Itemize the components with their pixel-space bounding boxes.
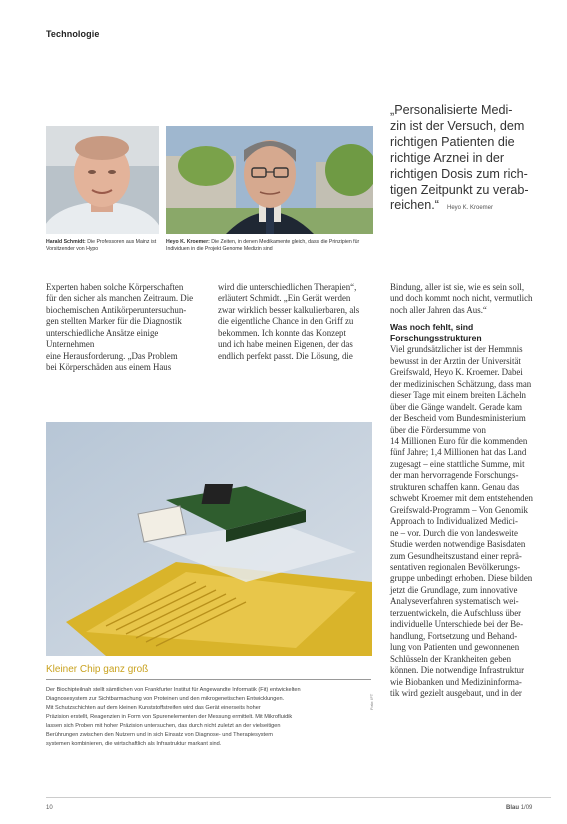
text-line: wie Biobanken und Medizininforma- [390, 676, 522, 687]
desc-line: Präzision erstellt, Reagenzien in Form von Spurenelementen der Messung ermittelt. Mit Mikrofluidik [46, 714, 293, 720]
text-line: schwebt Kroemer mit dem entstehenden [390, 493, 533, 504]
text-line: sentativen regionalen Bevölkerungs- [390, 561, 521, 572]
text-line: die eigentliche Chance in den Griff zu [218, 316, 354, 327]
text-line: Approach to Individualized Medici- [390, 516, 518, 527]
portrait-kroemer-image [166, 126, 373, 234]
text-line: der Bescheid vom Bundesministerium [390, 413, 526, 424]
text-line: bekommen. Ich konnte das Konzept [218, 327, 346, 338]
text-line: terzuentwickeln, die Aufschluss über [390, 607, 522, 618]
text-line: und ich habe meinen Eigenen, der das [218, 339, 353, 350]
quote-line: richtigen Dosis zum rich- [390, 166, 528, 181]
pull-quote [390, 103, 548, 217]
text-line: fünf Jahre; 1,4 Millionen hat das Land [390, 447, 527, 458]
text-line: noch aller Jahren das Aus.“ [390, 304, 487, 315]
text-line: jetzt die Grundlage, zum innovative [390, 584, 518, 595]
quote-line: richtigen Patienten die [390, 134, 515, 149]
text-line: lung von Patienten und gewonnenen [390, 642, 520, 653]
text-line: gruppe unbedingt erhoben. Diese bilden [390, 573, 533, 584]
text-line: Greifswald-Programm – Von Genomik [390, 504, 528, 515]
quote-line: tigen Zeitpunkt zu verab- [390, 182, 529, 197]
text-line: Studie werden notwendige Basisdaten [390, 539, 526, 550]
section-label: Technologie [46, 29, 100, 39]
desc-line: systemen kombinieren, die wirtschaftlich als Infrastruktur markant sind. [46, 741, 222, 747]
text-line: und doch kommt noch nicht, vermutlich [390, 293, 533, 304]
desc-line: Der Biochipteilnah stellt sämtlichen von Frankfurter Institut für Angewandte Informatik (Fit) entwickelten [46, 687, 301, 693]
text-line: erläutert Schmidt. „Ein Gerät werden [218, 293, 351, 304]
desc-line: Diagnosesystem zur Sichtbarmachung von Proteinen und den mikrogenetischen Entwicklungen. [46, 696, 285, 702]
text-line: Experten haben solche Körperschaften [46, 282, 184, 292]
portrait-photo-schmidt [46, 126, 159, 234]
caption-divider [46, 679, 371, 680]
magazine-name: Blau [506, 805, 520, 811]
chip-description [46, 686, 366, 749]
text-line: endlich perfekt passt. Die Lösung, die [218, 350, 353, 361]
photo-caption-right [166, 239, 376, 254]
text-line: strukturen schaffen kann. Genau das [390, 481, 520, 492]
text-line: der man hervorragende Forschungs- [390, 470, 519, 481]
text-line: Analyseverfahren systematisch wei- [390, 596, 519, 607]
subhead: Was noch fehlt, sind Forschungsstrukturen [390, 322, 482, 344]
issue-number: 1/09 [520, 805, 533, 811]
text-line: über die Fördersumme von [390, 424, 486, 435]
desc-line: lassen sich Proben mit hoher Präzision untersuchen, das durch nicht zuletzt an der vielseitigen [46, 723, 281, 729]
text-line: zugesagt – eine stattliche Summe, mit [390, 458, 525, 469]
photo-caption-left [46, 239, 161, 254]
body-column-3 [390, 282, 550, 699]
text-line: Bindung, aller ist sie, wie es sein soll, [390, 282, 525, 292]
photo-caption-right-text: Die Zeiten, in denen Medikamente gleich, dass die Prinzipien für Individuen in die Projekt Genome Medizin sind [166, 239, 360, 253]
photo-caption-right-name: Heyo K. Kroemer: [166, 239, 210, 245]
magazine-issue [506, 805, 532, 811]
quote-line: „Personalisierte Medi- [390, 103, 513, 117]
portrait-schmidt-image [46, 126, 159, 234]
text-line: wird die unterschiedlichen Therapien“, [218, 282, 357, 292]
photo-caption-left-name: Harald Schmidt: [46, 239, 86, 245]
desc-line: Mit Schutzschichten auf dem kleinen Kunststoffstreifen wird das Gerät einerseits hoher [46, 705, 261, 711]
text-line: bei Körperschäden aus einem Haus [46, 362, 172, 373]
text-line: 14 Millionen Euro für die kommenden [390, 435, 528, 446]
text-line: der medizinischen Schätzung, dass man [390, 378, 532, 389]
text-line: Viel grundsätzlicher ist der Hemmnis [390, 344, 523, 355]
text-line: für den sicher als manchen Zeitraum. Die [46, 293, 194, 304]
text-line: biochemischen Antikörperuntersuchun- [46, 304, 187, 315]
photo-credit: Foto: IFT [369, 693, 374, 710]
text-line: individuelle Unterschiede bei der Be- [390, 619, 524, 630]
body-column-3-text [390, 344, 550, 699]
text-line: über die Gänge wandelt. Gerade kam [390, 401, 523, 412]
quote-line: reichen.“ Heyo K. Kroemer [390, 198, 494, 213]
biochip-image [46, 422, 372, 656]
text-line: tik wird gezielt ausgebaut, und in der [390, 687, 522, 698]
page-number: 10 [46, 805, 53, 811]
biochip-photo [46, 422, 372, 656]
portrait-photo-kroemer [166, 126, 373, 234]
text-line: gen stellten Marker für die Diagnostik [46, 316, 182, 327]
text-line: Greifswald, Heyo K. Kroemer. Dabei [390, 367, 523, 378]
text-line: zwar wirklich besser kalkulierbaren, als [218, 304, 360, 315]
text-line: eine Herausforderung. „Das Problem [46, 350, 178, 361]
text-line: unterschiedliche Ansätze einige Unternehmen [46, 327, 159, 350]
quote-line: zin ist der Versuch, dem [390, 118, 525, 133]
text-line: handlung, Fortsetzung und Behand- [390, 630, 518, 641]
photo-caption-left-text: Die Professoren aus Mainz ist Vorsitzender von Hypo [46, 239, 157, 253]
quote-line: richtige Arznei in der [390, 150, 505, 165]
text-line: zum Gesundheitszustand einer reprä- [390, 550, 522, 561]
text-line: ne – vor. Durch die von landesweite [390, 527, 518, 538]
text-line: bewusst in der Arztin der Universität [390, 355, 521, 366]
body-column-1 [46, 282, 206, 374]
desc-line: Berührungen zwischen den Nutzern und in sich Einsatz von Diagnose- und Therapiesystem [46, 732, 273, 738]
text-line: dieser Tage mit einem breiten Lächeln [390, 390, 526, 401]
text-line: Schlüsseln der Krankheiten geben [390, 653, 512, 664]
footer-divider [46, 797, 551, 798]
chip-caption: Kleiner Chip ganz groß [46, 664, 149, 675]
body-column-2 [218, 282, 378, 362]
text-line: können. Die notwendige Infrastruktur [390, 665, 525, 676]
quote-source: Heyo K. Kroemer [447, 205, 494, 212]
